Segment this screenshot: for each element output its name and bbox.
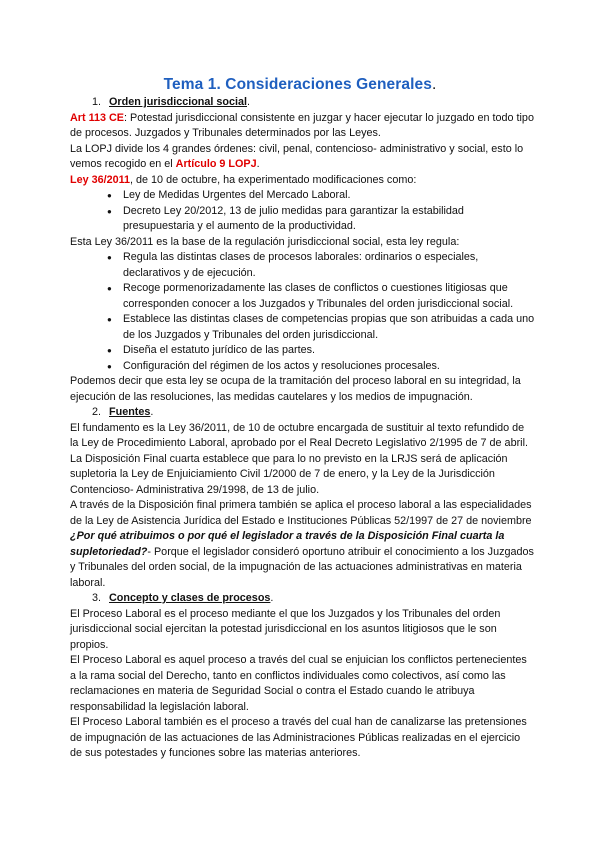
paragraph: Art 113 CE: Potestad jurisdiccional consistente en juzgar y hacer ejecutar lo juzgado en todo tipo de procesos. Juzgados y Tribunales determinados por las Leyes. — [70, 111, 534, 139]
section-heading-2: 2. Fuentes. — [92, 406, 154, 418]
list-item: ● Ley de Medidas Urgentes del Mercado Laboral. — [107, 188, 535, 204]
document-body — [70, 95, 535, 762]
legal-reference: Art 113 CE — [70, 111, 125, 124]
paragraph: La Disposición Final cuarta establece que para lo no previsto en la LRJS será de aplicación supletoria la Ley de Enjuiciamiento Civil 1/2000 de 7 de enero, y la Ley de la Jurisdicción Contencioso- Administrativa 29/1998, de 13 de julio. — [70, 452, 508, 496]
paragraph: A través de la Disposición final primera también se aplica el proceso laboral a las especialidades de la Ley de Asistencia Jurídica del Estado e Instituciones Públicas 52/1997 de 27 de noviembre — [70, 499, 532, 527]
list-item: ● Recoge pormenorizadamente las clases de conflictos o cuestiones litigiosas que corresponden conocer a los Juzgados y Tribunales del orden jurisdiccional social. — [107, 281, 535, 312]
document-title — [0, 76, 600, 94]
title-suffix: . — [431, 76, 437, 93]
title-text: Tema 1. Consideraciones Generales — [163, 76, 432, 93]
list-item: ● Establece las distintas clases de competencias propias que son atribuidas a cada uno de los Juzgados y Tribunales del orden jurisdiccional. — [107, 312, 535, 343]
paragraph: El Proceso Laboral es el proceso mediante el que los Juzgados y los Tribunales del orden jurisdiccional social ejercitan la potestad jurisdiccional en los asuntos litigiosos que le son propios. — [70, 607, 501, 651]
legal-reference: Ley 36/2011 — [70, 173, 131, 186]
paragraph — [70, 529, 535, 591]
section-heading-3: 3. Concepto y clases de procesos. — [92, 592, 274, 604]
bullet-list — [70, 188, 535, 235]
list-item: ● Regula las distintas clases de procesos laborales: ordinarios o especiales, declarativos y de ejecución. — [107, 250, 535, 281]
list-item: ● Configuración del régimen de los actos y resoluciones procesales. — [107, 359, 535, 375]
paragraph: El fundamento es la Ley 36/2011, de 10 de octubre encargada de sustituir al texto refundido de la Ley de Procedimiento Laboral, aprobado por el Real Decreto Legislativo 2/1995 de 7 de abril. — [70, 421, 528, 449]
paragraph: Podemos decir que esta ley se ocupa de la tramitación del proceso laboral en su integridad, la ejecución de las resoluciones, las medidas cautelares y los medios de impugnación. — [70, 375, 521, 403]
list-item: ● Diseña el estatuto jurídico de las partes. — [107, 343, 535, 359]
paragraph: El Proceso Laboral es aquel proceso a través del cual se enjuician los conflictos pertenecientes a la rama social del Derecho, tanto en conflictos individuales como colectivos, así como las reclamaciones en materia de Seguridad Social o contra el Estado cuando le atribuya responsabilidad la legislación laboral. — [70, 654, 527, 713]
paragraph: El Proceso Laboral también es el proceso a través del cual han de canalizarse las pretensiones de impugnación de las actuaciones de las Administraciones Públicas realizadas en el ejercicio de sus potestades y funciones sobre las materias anteriores. — [70, 716, 527, 759]
paragraph: Ley 36/2011, de 10 de octubre, ha experimentado modificaciones como: — [70, 173, 417, 186]
legal-reference: Artículo 9 LOPJ — [175, 158, 257, 170]
bullet-list — [70, 250, 535, 374]
paragraph: La LOPJ divide los 4 grandes órdenes: civil, penal, contencioso- administrativo y social, esto lo vemos recogido en el Artículo 9 LOPJ. — [70, 142, 524, 170]
section-heading-1: 1. Orden jurisdiccional social. — [92, 96, 251, 108]
list-item: ● Decreto Ley 20/2012, 13 de julio medidas para garantizar la estabilidad presupuestaria y el aumento de la productividad. — [107, 204, 535, 235]
answer: - Porque el legislador consideró oportuno atribuir el conocimiento a los Juzgados y Tribunales del orden social, de la impugnación de las actuaciones administrativas en materia laboral. — [70, 545, 534, 589]
paragraph: Esta Ley 36/2011 es la base de la regulación jurisdiccional social, esta ley regula: — [70, 235, 460, 248]
question: ¿Por qué atribuimos o por qué el legislador a través de la Disposición Final cuarta la supletoriedad? — [70, 530, 505, 558]
